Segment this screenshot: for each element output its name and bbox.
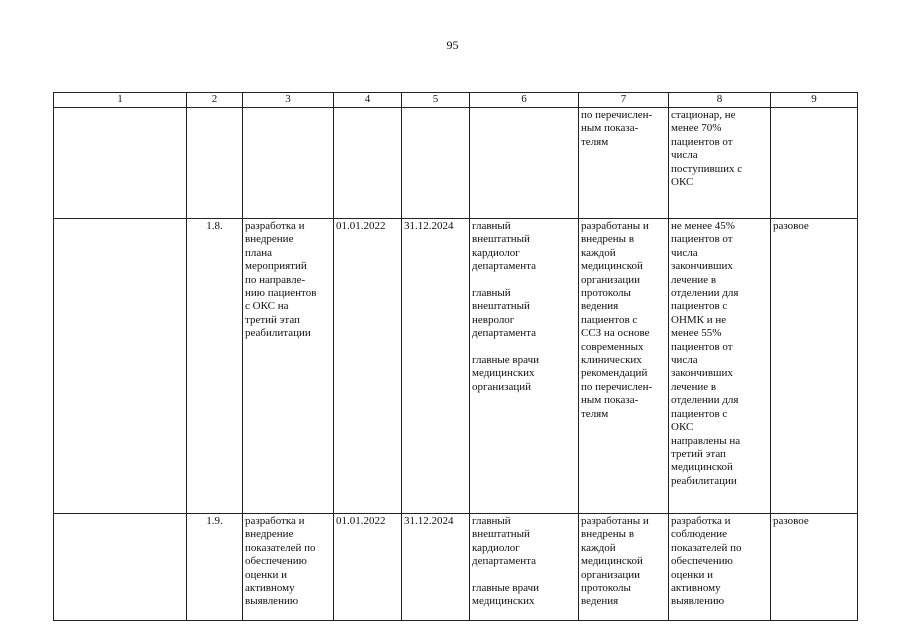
cell-periodicity: разовое [771,514,858,621]
cell-periodicity: разовое [771,219,858,514]
cell-end-date: 31.12.2024 [402,219,470,514]
cell-result: разработаны и внедрены в каждой медицинской организации протоколы ведения пациентов с ССЗ на основе современных клинических рекомендаций по перечислен- ным показа- телям [579,219,669,514]
cell-activity [243,108,334,219]
table-row [54,514,858,621]
cell-responsible [470,108,579,219]
cell-start-date [334,108,402,219]
cell-activity: разработка и внедрение показателей по обеспечению оценки и активному выявлению [243,514,334,621]
plan-table [53,92,858,621]
cell-periodicity [771,108,858,219]
cell-end-date [402,108,470,219]
cell-indicator: стационар, не менее 70% пациентов от числа поступивших с ОКС [669,108,771,219]
cell-responsible: главный внештатный кардиолог департамента главные врачи медицинских [470,514,579,621]
cell-result: разработаны и внедрены в каждой медицинской организации протоколы ведения [579,514,669,621]
cell-item-number: 1.8. [187,219,243,514]
cell-section [54,108,187,219]
header-cell-4: 4 [334,93,402,108]
table-row [54,219,858,514]
page-number: 95 [446,38,459,52]
cell-section [54,514,187,621]
header-cell-5: 5 [402,93,470,108]
header-row [54,93,858,108]
header-cell-1: 1 [54,93,187,108]
cell-indicator: не менее 45% пациентов от числа закончивших лечение в отделении для пациентов с ОНМК и не менее 55% пациентов от числа закончивших лечение в отделении для пациентов с ОКС направлены на третий этап медицинской реабилитации [669,219,771,514]
cell-activity: разработка и внедрение плана мероприятий по направле- нию пациентов с ОКС на третий этап реабилитации [243,219,334,514]
header-cell-9: 9 [771,93,858,108]
cell-end-date: 31.12.2024 [402,514,470,621]
cell-section [54,219,187,514]
cell-indicator: разработка и соблюдение показателей по обеспечению оценки и активному выявлению [669,514,771,621]
cell-item-number: 1.9. [187,514,243,621]
header-cell-8: 8 [669,93,771,108]
header-cell-3: 3 [243,93,334,108]
table-row [54,108,858,219]
header-cell-7: 7 [579,93,669,108]
cell-item-number [187,108,243,219]
header-cell-6: 6 [470,93,579,108]
cell-start-date: 01.01.2022 [334,514,402,621]
cell-result: по перечислен- ным показа- телям [579,108,669,219]
header-cell-2: 2 [187,93,243,108]
cell-start-date: 01.01.2022 [334,219,402,514]
cell-responsible: главный внештатный кардиолог департамента главный внештатный невролог департамента главные врачи медицинских организаций [470,219,579,514]
